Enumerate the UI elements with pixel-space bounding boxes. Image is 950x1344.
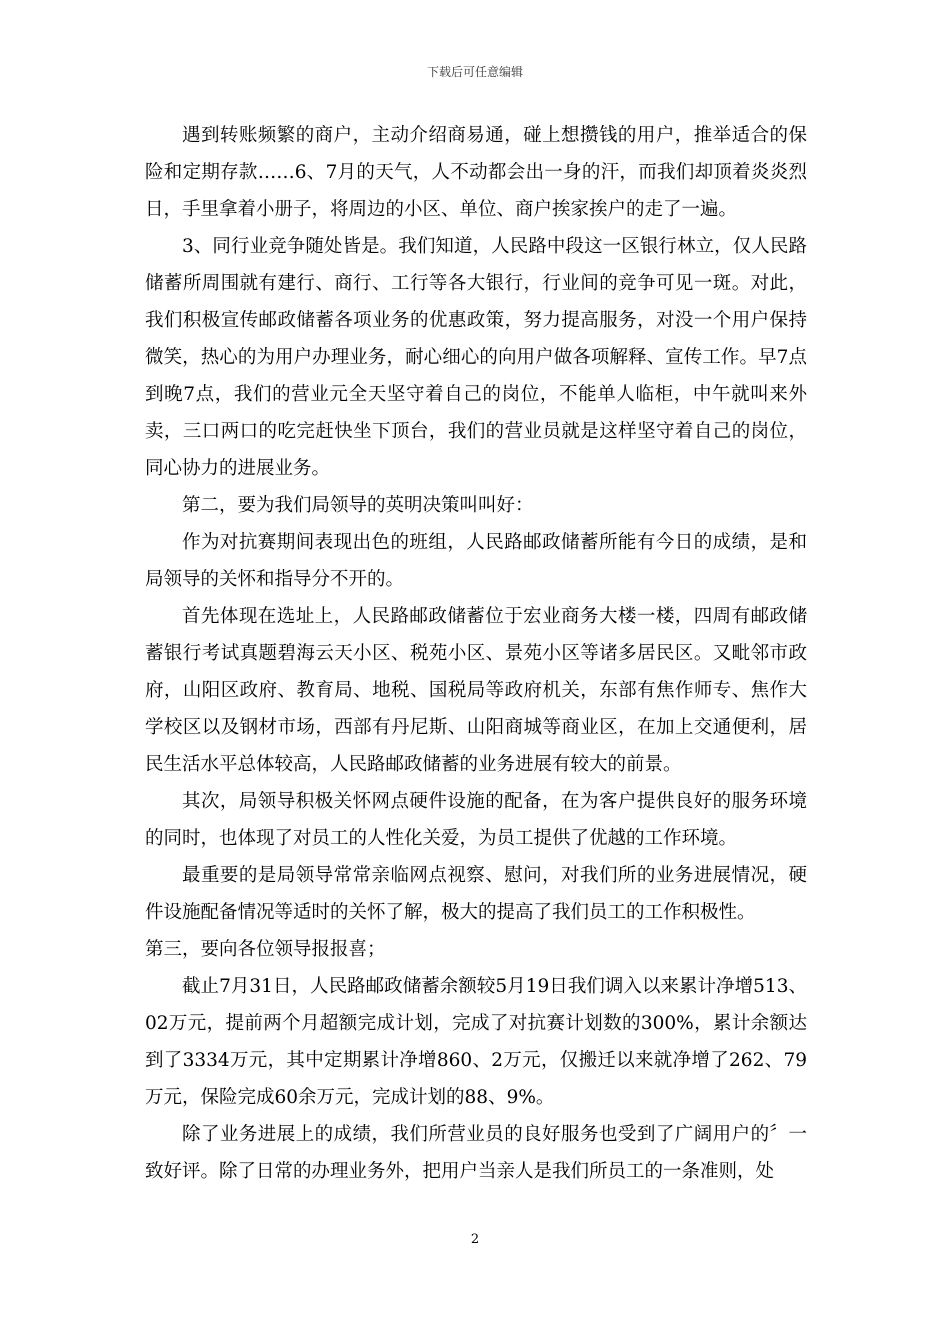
page-header: 下载后可任意编辑 bbox=[426, 65, 523, 79]
document-body bbox=[145, 117, 807, 1190]
section-heading: 第三，要向各位领导报报喜； bbox=[145, 939, 386, 960]
paragraph: 首先体现在选址上，人民路邮政储蓄位于宏业商务大楼一楼，四周有邮政储蓄银行考试真题碧海云天小区、税苑小区、景苑小区等诸多居民区。又毗邻市政府，山阳区政府、教育局、地税、国税局等政府机关，东部有焦作师专、焦作大学校区以及钢材市场，西部有丹尼斯、山阳商城等商业区，在加上交通便利，居民生活水平总体较高，人民路邮政储蓄的业务进展有较大的前景。 bbox=[145, 606, 807, 775]
paragraph: 遇到转账频繁的商户，主动介绍商易通，碰上想攒钱的用户，推举适合的保险和定期存款……6、7月的天气，人不动都会出一身的汗，而我们却顶着炎炎烈日，手里拿着小册子，将周边的小区、单位、商户挨家挨户的走了一遍。 bbox=[145, 125, 807, 220]
paragraph: 作为对抗赛期间表现出色的班组，人民路邮政储蓄所能有今日的成绩，是和局领导的关怀和指导分不开的。 bbox=[145, 532, 807, 590]
page-number: 2 bbox=[470, 1232, 480, 1247]
paragraph: 最重要的是局领导常常亲临网点视察、慰问，对我们所的业务进展情况，硬件设施配备情况等适时的关怀了解，极大的提高了我们员工的工作积极性。 bbox=[145, 865, 807, 923]
paragraph: 3、同行业竞争随处皆是。我们知道，人民路中段这一区银行林立，仅人民路储蓄所周围就有建行、商行、工行等各大银行，行业间的竞争可见一斑。对此，我们积极宣传邮政储蓄各项业务的优惠政策，努力提高服务，对没一个用户保持微笑，热心的为用户办理业务，耐心细心的向用户做各项解释、宣传工作。早7点到晚7点，我们的营业元全天坚守着自己的岗位，不能单人临柜，中午就叫来外卖，三口两口的吃完赶快坐下顶台，我们的营业员就是这样坚守着自己的岗位，同心协力的进展业务。 bbox=[145, 236, 807, 479]
paragraph: 除了业务进展上的成绩，我们所营业员的良好服务也受到了广阔用户的〞一致好评。除了日常的办理业务外，把用户当亲人是我们所员工的一条准则，处 bbox=[145, 1124, 807, 1182]
paragraph: 其次，局领导积极关怀网点硬件设施的配备，在为客户提供良好的服务环境的同时，也体现了对员工的人性化关爱，为员工提供了优越的工作环境。 bbox=[145, 791, 807, 849]
paragraph: 第二，要为我们局领导的英明决策叫叫好： bbox=[182, 495, 534, 516]
paragraph: 截止7月31日，人民路邮政储蓄余额较5月19日我们调入以来累计净增513、02万元，提前两个月超额完成计划，完成了对抗赛计划数的300%，累计余额达到了3334万元，其中定期累计净增860、2万元，仅搬迁以来就净增了262、79万元，保险完成60余万元，完成计划的88、9%。 bbox=[145, 976, 807, 1108]
